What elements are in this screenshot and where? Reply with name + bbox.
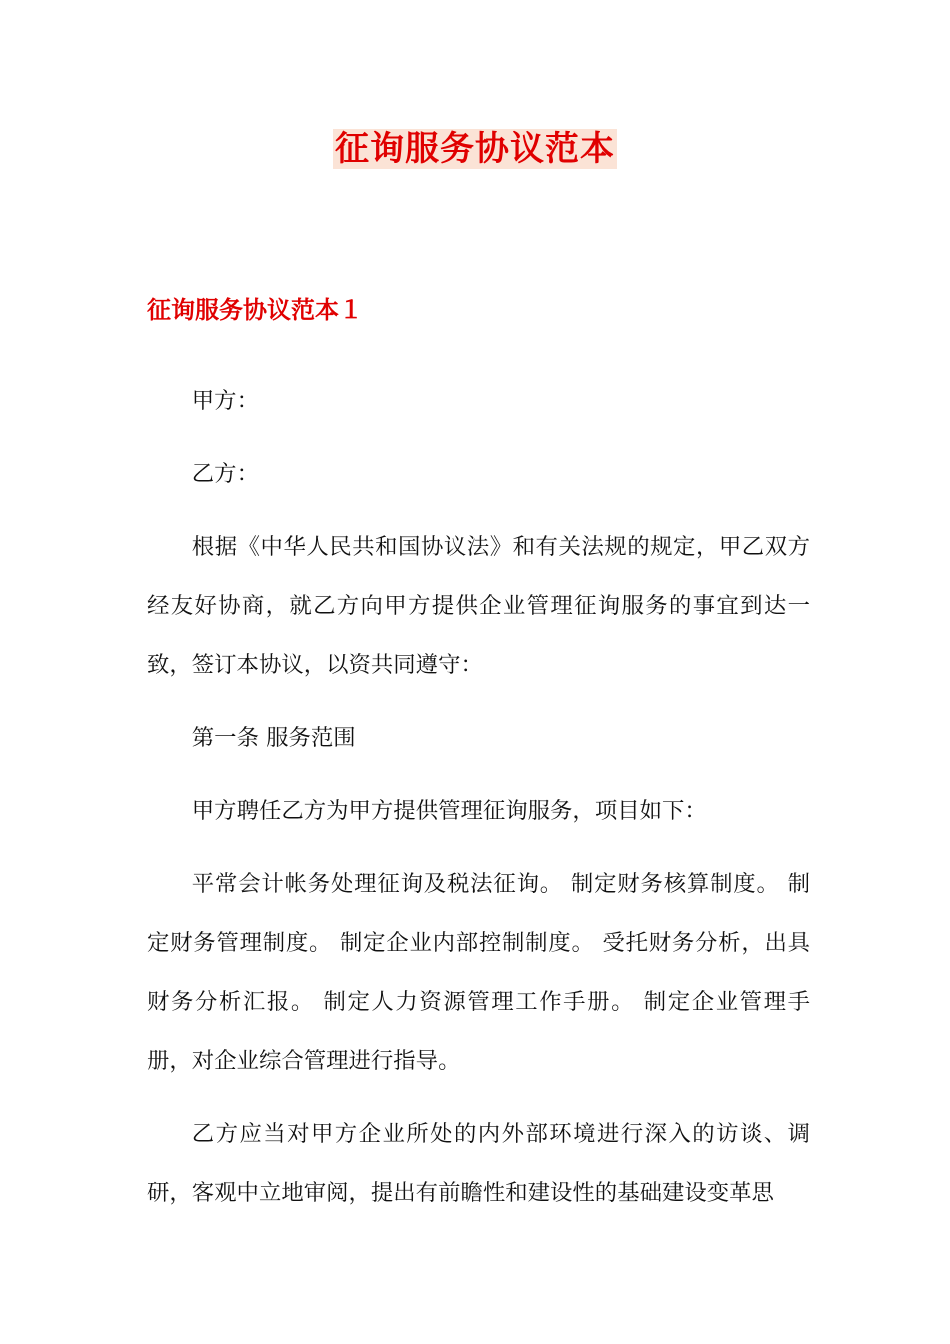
party-b-line: 乙方： xyxy=(191,461,259,487)
service-items-paragraph: 平常会计帐务处理征询及税法征询。 制定财务核算制度。 制定财务管理制度。 制定企业内部控制制度。 受托财务分析，出具财务分析汇报。 制定人力资源管理工作手册。 制定企业管理手册，对企业综合管理进行指导。 xyxy=(147,871,810,1074)
document-title xyxy=(0,124,950,174)
service-intro-paragraph: 甲方聘任乙方为甲方提供管理征询服务，项目如下： xyxy=(191,798,707,824)
document-body xyxy=(147,372,810,1237)
preamble-paragraph: 根据《中华人民共和国协议法》和有关法规的规定，甲乙双方经友好协商，就乙方向甲方提供企业管理征询服务的事宜到达一致，签订本协议，以资共同遵守： xyxy=(147,534,810,678)
document-title-text: 征询服务协议范本 xyxy=(335,129,615,169)
party-a-line: 甲方： xyxy=(191,388,259,414)
obligation-paragraph: 乙方应当对甲方企业所处的内外部环境进行深入的访谈、调研，客观中立地审阅，提出有前瞻性和建设性的基础建设变革思 xyxy=(147,1121,810,1206)
section-heading: 征询服务协议范本１ xyxy=(147,296,363,324)
article-one-heading: 第一条 服务范围 xyxy=(191,725,356,751)
